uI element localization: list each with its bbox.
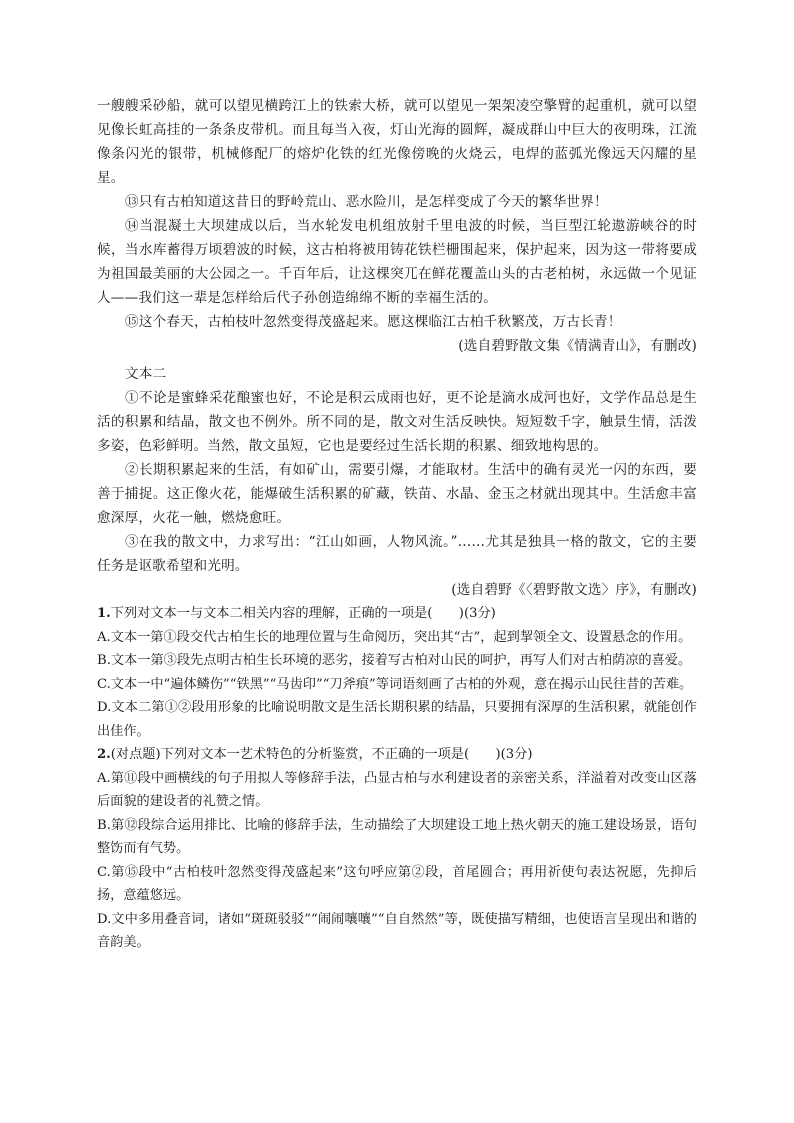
question-1-option-d: D.文本二第①②段用形象的比喻说明散文是生活长期积累的结晶，只要拥有深厚的生活积累，就能创作出佳作。 [97,700,697,739]
question-number: 2. [97,747,111,762]
question-2 [97,743,697,955]
question-2-option-b: B.第⑫段综合运用排比、比喻的修辞手法，生动描绘了大坝建设工地上热火朝天的施工建设场景，语句整饬而有气势。 [97,817,697,856]
question-2-option-c: C.第⑮段中“古柏枝叶忽然变得茂盛起来”这句呼应第②段，首尾圆合；再用祈使句表达祝愿，先抑后扬，意蕴悠远。 [97,864,697,903]
text2-source: (选自碧野《〈碧野散文选〉序》，有删改) [451,582,697,598]
question-number: 1. [97,606,111,621]
question-2-option-d: D.文中多用叠音词，诸如“斑斑驳驳”“闹闹嚷嚷”“自自然然”等，既使描写精细，也使语言呈现出和谐的音韵美。 [97,911,697,950]
document-page [97,94,697,955]
question-stem: 下列对文本一与文本二相关内容的理解，正确的一项是( )(3分) [110,606,496,621]
text1-paragraph-13: ⑬只有古柏知道这昔日的野岭荒山、恶水险川，是怎样变成了今天的繁华世界！ [125,194,608,210]
text2-paragraph-1: ①不论是蜜蜂采花酿蜜也好，不论是积云成雨也好，更不论是滴水成河也好，文学作品总是生活的积累和结晶，散文也不例外。所不同的是，散文对生活反映快。短短数千字，触景生情，活泼多姿，色彩鲜明。当然，散文虽短，它也是要经过生活长期的积累、细致地构思的。 [97,390,697,454]
question-2-option-a: A.第⑪段中画横线的句子用拟人等修辞手法，凸显古柏与水利建设者的亲密关系，洋溢着对改变山区落后面貌的建设者的礼赞之情。 [97,770,697,809]
question-1-option-b: B.文本一第③段先点明古柏生长环境的恶劣，接着写古柏对山民的呵护，再写人们对古柏荫凉的喜爱。 [97,653,692,668]
text2-heading: 文本二 [125,366,167,382]
text1-source: (选自碧野散文集《情满青山》，有删改) [458,338,697,354]
question-1-option-a: A.文本一第①段交代古柏生长的地理位置与生命阅历，突出其“古”，起到挈领全文、设置悬念的作用。 [97,629,692,645]
text1-paragraph-14: ⑭当混凝土大坝建成以后，当水轮发电机组放射千里电波的时候，当巨型江轮遨游峡谷的时候，当水库蓄得万顷碧波的时候，这古柏将被用铸花铁栏栅围起来，保护起来，因为这一带将要成为祖国最美丽的大公园之一。千百年后，让这棵突兀在鲜花覆盖山头的古老柏树，永远做一个见证人——我们这一辈是怎样给后代子孙创造绵绵不断的幸福生活的。 [97,218,697,306]
text1-paragraph-continued: 一艘艘采砂船，就可以望见横跨江上的铁索大桥，就可以望见一架架凌空擎臂的起重机，就可以望见像长虹高挂的一条条皮带机。而且每当入夜，灯山光海的圆辉，凝成群山中巨大的夜明珠，江流像条闪光的银带，机械修配厂的熔炉化铁的红光像傍晚的火烧云，电焊的蓝弧光像远天闪耀的星星。 [97,98,697,186]
question-stem: (对点题)下列对文本一艺术特色的分析鉴赏，不正确的一项是( )(3分) [110,747,533,762]
question-1 [97,602,697,743]
text1-paragraph-15: ⑮这个春天，古柏枝叶忽然变得茂盛起来。愿这棵临江古柏千秋繁茂，万古长青！ [125,314,622,330]
text2-paragraph-2: ②长期积累起来的生活，有如矿山，需要引爆，才能取材。生活中的确有灵光一闪的东西，要善于捕捉。这正像火花，能爆破生活积累的矿藏，铁苗、水晶、金玉之材就出现其中。生活愈丰富愈深厚，火花一触，燃烧愈旺。 [97,462,697,526]
text2-paragraph-3: ③在我的散文中，力求写出：“江山如画，人物风流。”……尤其是独具一格的散文，它的主要任务是讴歌希望和光明。 [97,534,697,574]
question-1-option-c: C.文本一中“遍体鳞伤”“铁黑”“马齿印”“刀斧痕”等词语刻画了古柏的外观，意在揭示山民往昔的苦难。 [97,676,693,692]
